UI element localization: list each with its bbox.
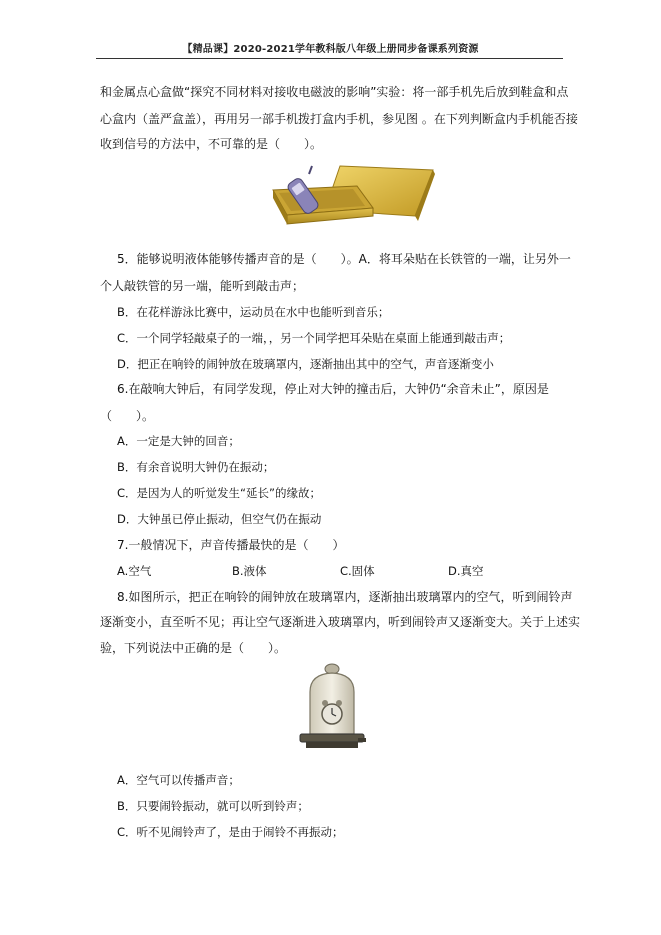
q4-text-line2: 心盒内（盖严盒盖），再用另一部手机拨打盒内手机，参见图 。在下列判断盒内手机能否接 bbox=[100, 112, 578, 126]
q6-option-a: A．一定是大钟的回音； bbox=[117, 434, 240, 448]
q4-text-line1: 和金属点心盒做“探究不同材料对接收电磁波的影响”实验：将一部手机先后放到鞋盒和点 bbox=[100, 85, 569, 99]
q7-option-c: C.固体 bbox=[340, 564, 375, 578]
q6-option-c: C．是因为人的听觉发生“延长”的缘故； bbox=[117, 486, 321, 500]
q6-stem-line1: 6.在敲响大钟后，有同学发现，停止对大钟的撞击后，大钟仍“余音未止”，原因是 bbox=[117, 382, 549, 396]
q6-option-b: B．有余音说明大钟仍在振动； bbox=[117, 460, 275, 474]
q8-stem-line1: 8.如图所示，把正在响铃的闹钟放在玻璃罩内，逐渐抽出玻璃罩内的空气，听到闹铃声 bbox=[117, 590, 573, 604]
q5-option-c: C．一个同学轻敲桌子的一端，，另一个同学把耳朵贴在桌面上能通到敲击声； bbox=[117, 331, 511, 345]
q5-stem-line2: 个人敲铁管的另一端，能听到敲击声； bbox=[100, 279, 305, 293]
bell-jar-figure bbox=[296, 662, 368, 754]
q6-option-d: D．大钟虽已停止振动，但空气仍在振动 bbox=[117, 512, 322, 526]
q8-stem-line2: 逐渐变小，直至听不见；再让空气逐渐进入玻璃罩内，听到闹铃声又逐渐变大。关于上述实 bbox=[100, 615, 581, 629]
q7-stem: 7.一般情况下，声音传播最快的是（ ） bbox=[117, 538, 345, 552]
alarm-clock-icon bbox=[322, 700, 342, 724]
jar-base-plate bbox=[300, 734, 364, 742]
header-divider bbox=[96, 58, 563, 59]
q5-option-d: D．把正在响铃的闹钟放在玻璃罩内，逐渐抽出其中的空气，声音逐渐变小 bbox=[117, 357, 494, 371]
q8-stem-line3: 验，下列说法中正确的是（ ）。 bbox=[100, 641, 287, 655]
q7-option-a: A.空气 bbox=[117, 564, 152, 578]
q7-option-d: D.真空 bbox=[448, 564, 484, 578]
q5-option-b: B．在花样游泳比赛中，运动员在水中也能听到音乐； bbox=[117, 305, 390, 319]
phone-in-box-figure bbox=[265, 160, 437, 230]
q8-option-a: A．空气可以传播声音； bbox=[117, 773, 240, 787]
q8-option-b: B．只要闹铃振动，就可以听到铃声； bbox=[117, 799, 309, 813]
q7-option-b: B.液体 bbox=[232, 564, 267, 578]
q5-stem-line1: 5．能够说明液体能够传播声音的是（ ）。A．将耳朵贴在长铁管的一端，让另外一 bbox=[117, 252, 571, 266]
page-header: 【精品课】2020-2021学年教科版八年级上册同步备课系列资源 bbox=[182, 44, 479, 55]
q6-stem-line2: （ ）。 bbox=[100, 409, 155, 423]
q4-text-line3: 收到信号的方法中，不可靠的是（ ）。 bbox=[100, 137, 323, 151]
q8-option-c: C．听不见闹铃声了，是由于闹铃不再振动； bbox=[117, 825, 344, 839]
air-outlet-pipe bbox=[358, 738, 366, 742]
